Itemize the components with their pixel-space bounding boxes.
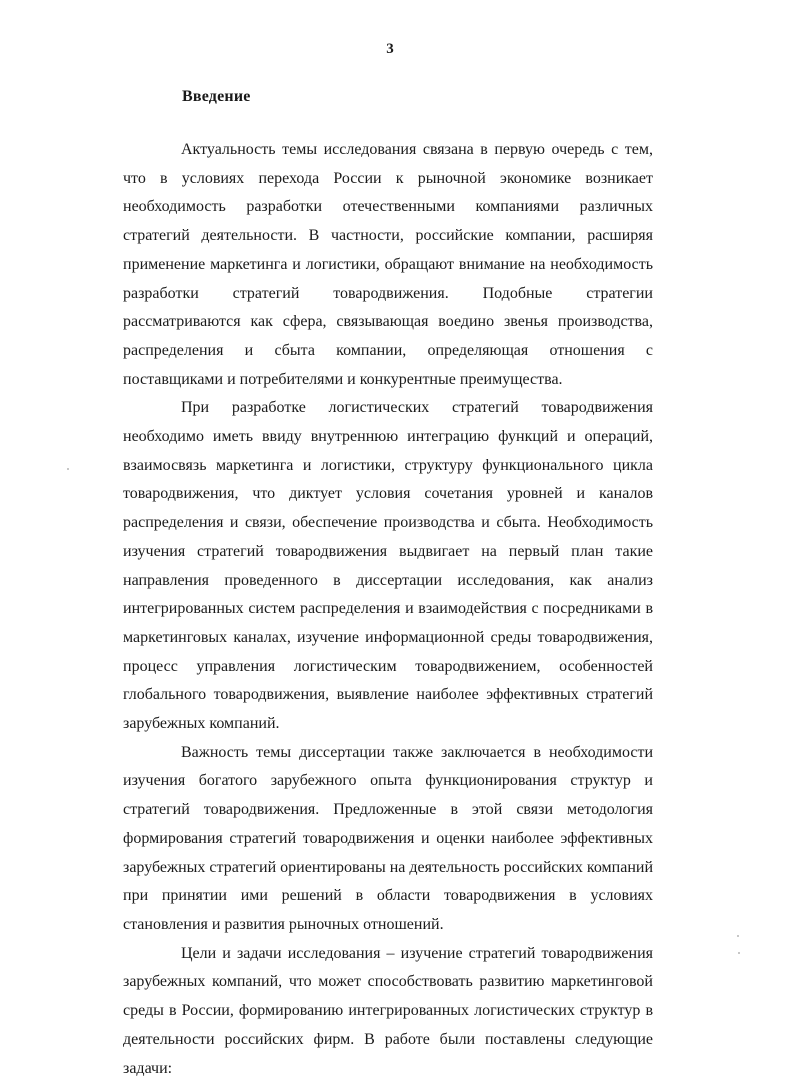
scan-speck [737,935,739,937]
scan-speck [738,952,740,954]
scan-speck [67,468,69,470]
section-heading: Введение [182,88,251,105]
body-text [123,136,653,1083]
paragraph-relevance: Актуальность темы исследования связана в первую очередь с тем, что в условиях перехода России к рыночной экономике возникает необходимость разработки отечественными компаниями различных стратегий деятельности. В частности, российские компании, расширяя применение маркетинга и логистики, обращают внимание на необходимость разработки стратегий товародвижения. Подобные стратегии рассматриваются как сфера, связывающая воедино звенья производства, распределения и сбыта компании, определяющая отношения с поставщиками и потребителями и конкурентные преимущества. [123,141,653,388]
paragraph-development: При разработке логистических стратегий товародвижения необходимо иметь ввиду внутреннюю интеграцию функций и операций, взаимосвязь маркетинга и логистики, структуру функционального цикла товародвижения, что диктует условия сочетания уровней и каналов распределения и связи, обеспечение производства и сбыта. Необходимость изучения стратегий товародвижения выдвигает на первый план такие направления проведенного в диссертации исследования, как анализ интегрированных систем распределения и взаимодействия с посредниками в маркетинговых каналах, изучение информационной среды товародвижения, процесс управления логистическим товародвижением, особенностей глобального товародвижения, выявление наиболее эффективных стратегий зарубежных компаний. [123,399,653,733]
paragraph-importance: Важность темы диссертации также заключается в необходимости изучения богатого зарубежного опыта функционирования структур и стратегий товародвижения. Предложенные в этой связи методология формирования стратегий товародвижения и оценки наиболее эффективных зарубежных стратегий ориентированы на деятельность российских компаний при принятии ими решений в области товародвижения в условиях становления и развития рыночных отношений. [123,743,653,933]
paragraph-goals: Цели и задачи исследования – изучение стратегий товародвижения зарубежных компаний, что может способствовать развитию маркетинговой среды в России, формированию интегрированных логистических структур в деятельности российских фирм. В работе были поставлены следующие задачи: [123,944,653,1077]
page-number: 3 [386,41,394,57]
